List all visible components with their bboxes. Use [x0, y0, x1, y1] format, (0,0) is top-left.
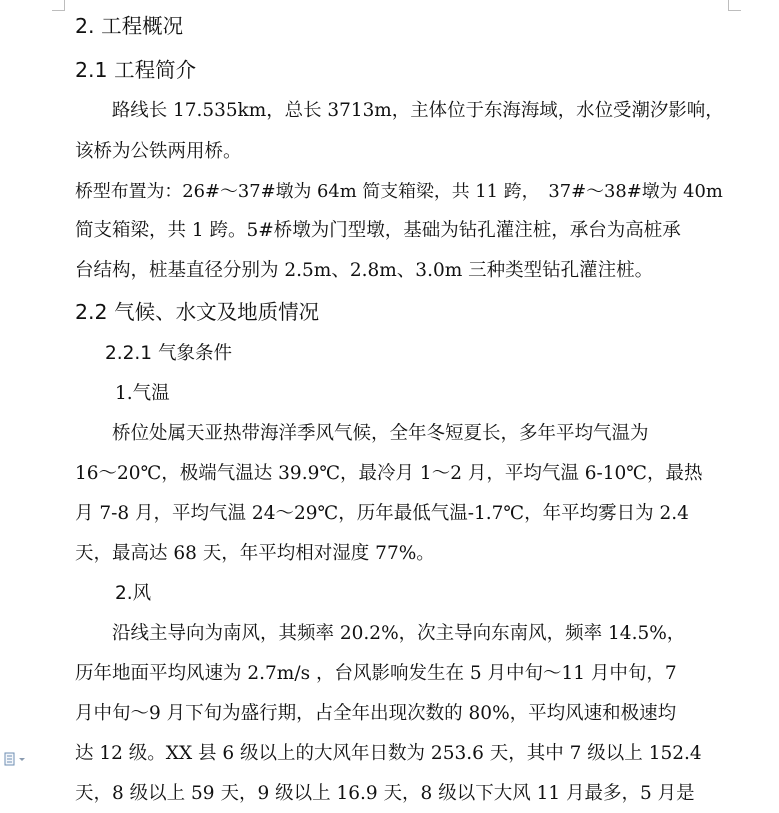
item-1-temperature: 1.气温: [115, 383, 170, 404]
paragraph-4-line-4: 达 12 级。XX 县 6 级以上的大风年日数为 253.6 天，其中 7 级以上 152.4: [75, 743, 702, 764]
paragraph-1-line-2: 该桥为公铁两用桥。: [75, 141, 242, 162]
paragraph-4-line-3: 月中旬～9 月下旬为盛行期，占全年出现次数的 80%，平均风速和极速均: [75, 703, 677, 724]
paragraph-1-line-1: 路线长 17.535km，总长 3713m，主体位于东海海域，水位受潮汐影响，: [75, 100, 724, 121]
heading-2: 2. 工程概况: [75, 14, 184, 38]
paragraph-3-line-1: 桥位处属天亚热带海洋季风气候，全年冬短夏长，多年平均气温为: [75, 423, 649, 444]
paragraph-4-line-2: 历年地面平均风速为 2.7m/s ，台风影响发生在 5 月中旬～11 月中旬，7: [75, 663, 677, 684]
crop-mark-top-right-icon: [728, 0, 741, 11]
heading-2-2: 2.2 气候、水文及地质情况: [75, 300, 320, 324]
paragraph-3-line-4: 天，最高达 68 天，年平均相对湿度 77%。: [75, 543, 435, 564]
paragraph-4-line-5: 天，8 级以上 59 天，9 级以上 16.9 天，8 级以下大风 11 月最多，5 月是: [75, 783, 695, 804]
paragraph-2-line-3: 台结构，桩基直径分别为 2.5m、2.8m、3.0m 三种类型钻孔灌注桩。: [75, 260, 654, 281]
paragraph-3-line-2: 16～20℃，极端气温达 39.9℃，最冷月 1～2 月，平均气温 6-10℃，最热: [75, 463, 703, 484]
paragraph-3-line-3: 月 7-8 月，平均气温 24～29℃，历年最低气温-1.7℃，年平均雾日为 2.4: [75, 503, 689, 524]
heading-2-2-1: 2.2.1 气象条件: [105, 343, 232, 364]
paragraph-4-line-1: 沿线主导向为南风，其频率 20.2%，次主导向东南风，频率 14.5%，: [75, 623, 686, 644]
item-2-wind: 2.风: [115, 583, 152, 604]
document-paste-icon[interactable]: [4, 752, 26, 766]
heading-2-1: 2.1 工程简介: [75, 58, 197, 82]
paragraph-2-line-1: 桥型布置为：26#～37#墩为 64m 简支箱梁，共 11 跨， 37#～38#墩为 40m: [75, 181, 723, 202]
crop-mark-top-left-icon: [52, 0, 65, 11]
paragraph-2-line-2: 简支箱梁，共 1 跨。5#桥墩为门型墩，基础为钻孔灌注桩，承台为高桩承: [75, 220, 681, 241]
